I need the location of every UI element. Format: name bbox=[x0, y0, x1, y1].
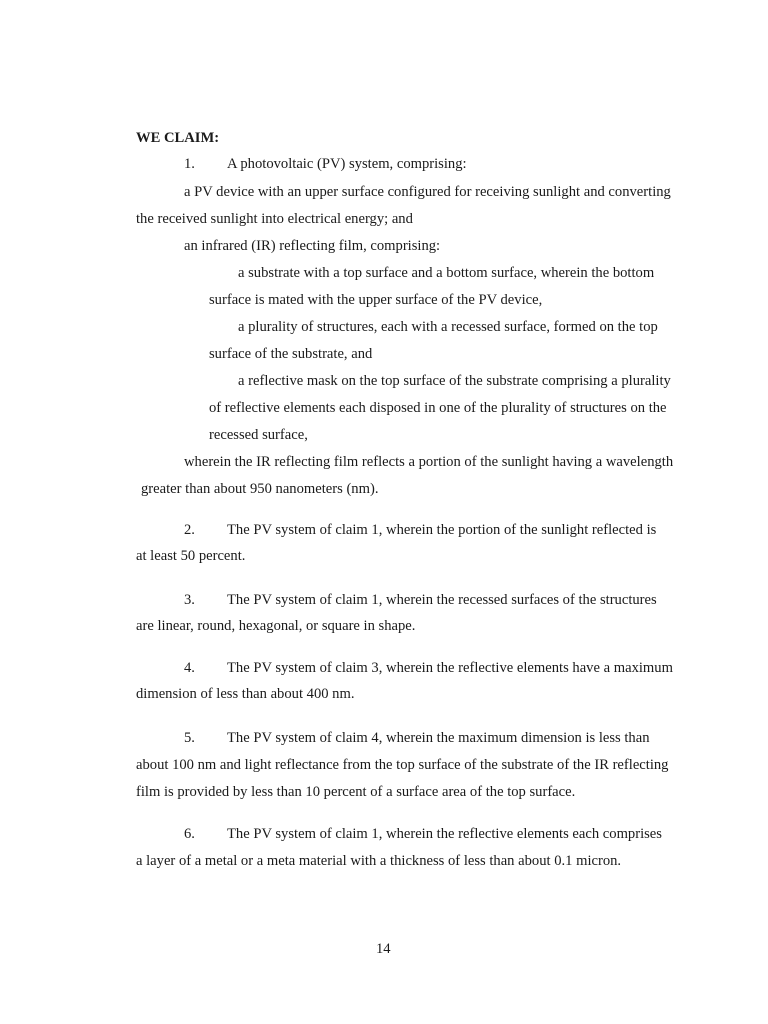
claim-2-number: 2. bbox=[184, 522, 195, 538]
claim-1-pv-device-line-1: a PV device with an upper surface configured for receiving sunlight and converting bbox=[184, 184, 671, 200]
claim-6-number: 6. bbox=[184, 826, 195, 842]
claim-1-mask-line-1: a reflective mask on the top surface of the substrate comprising a plurality bbox=[238, 373, 671, 389]
claim-5-line-1: The PV system of claim 4, wherein the maximum dimension is less than bbox=[227, 730, 650, 746]
claim-1-wherein-line-1: wherein the IR reflecting film reflects a portion of the sunlight having a wavelength bbox=[184, 454, 674, 470]
claim-5-line-2: about 100 nm and light reflectance from the top surface of the substrate of the IR reflecting bbox=[136, 757, 669, 773]
claim-1-mask-line-3: recessed surface, bbox=[209, 427, 308, 443]
claim-6-line-2: a layer of a metal or a meta material with a thickness of less than about 0.1 micron. bbox=[136, 853, 622, 869]
claim-3-line-2: are linear, round, hexagonal, or square in shape. bbox=[136, 618, 416, 634]
claim-1-number: 1. bbox=[184, 156, 195, 172]
claim-1-structures-line-2: surface of the substrate, and bbox=[209, 346, 373, 362]
claim-4-line-1: The PV system of claim 3, wherein the reflective elements have a maximum bbox=[227, 660, 673, 676]
claim-1-intro: A photovoltaic (PV) system, comprising: bbox=[227, 156, 467, 172]
page-number: 14 bbox=[376, 941, 391, 957]
claim-3-number: 3. bbox=[184, 592, 195, 608]
claim-1-wherein-line-2: greater than about 950 nanometers (nm). bbox=[141, 481, 379, 497]
claim-1-substrate-line-1: a substrate with a top surface and a bottom surface, wherein the bottom bbox=[238, 265, 655, 281]
claim-6-line-1: The PV system of claim 1, wherein the reflective elements each comprises bbox=[227, 826, 662, 842]
claim-5-line-3: film is provided by less than 10 percent of a surface area of the top surface. bbox=[136, 784, 576, 800]
claim-1-mask-line-2: of reflective elements each disposed in one of the plurality of structures on the bbox=[209, 400, 667, 416]
claim-2-line-1: The PV system of claim 1, wherein the portion of the sunlight reflected is bbox=[227, 522, 657, 538]
claim-1-structures-line-1: a plurality of structures, each with a recessed surface, formed on the top bbox=[238, 319, 658, 335]
claim-2-line-2: at least 50 percent. bbox=[136, 548, 246, 564]
claim-1-ir-film-intro: an infrared (IR) reflecting film, comprising: bbox=[184, 238, 441, 254]
claim-4-line-2: dimension of less than about 400 nm. bbox=[136, 686, 355, 702]
claim-1-pv-device-line-2: the received sunlight into electrical energy; and bbox=[136, 211, 413, 227]
claim-5-number: 5. bbox=[184, 730, 195, 746]
claims-heading: WE CLAIM: bbox=[136, 130, 220, 146]
claim-1-substrate-line-2: surface is mated with the upper surface of the PV device, bbox=[209, 292, 543, 308]
claim-3-line-1: The PV system of claim 1, wherein the recessed surfaces of the structures bbox=[227, 592, 657, 608]
claim-4-number: 4. bbox=[184, 660, 195, 676]
